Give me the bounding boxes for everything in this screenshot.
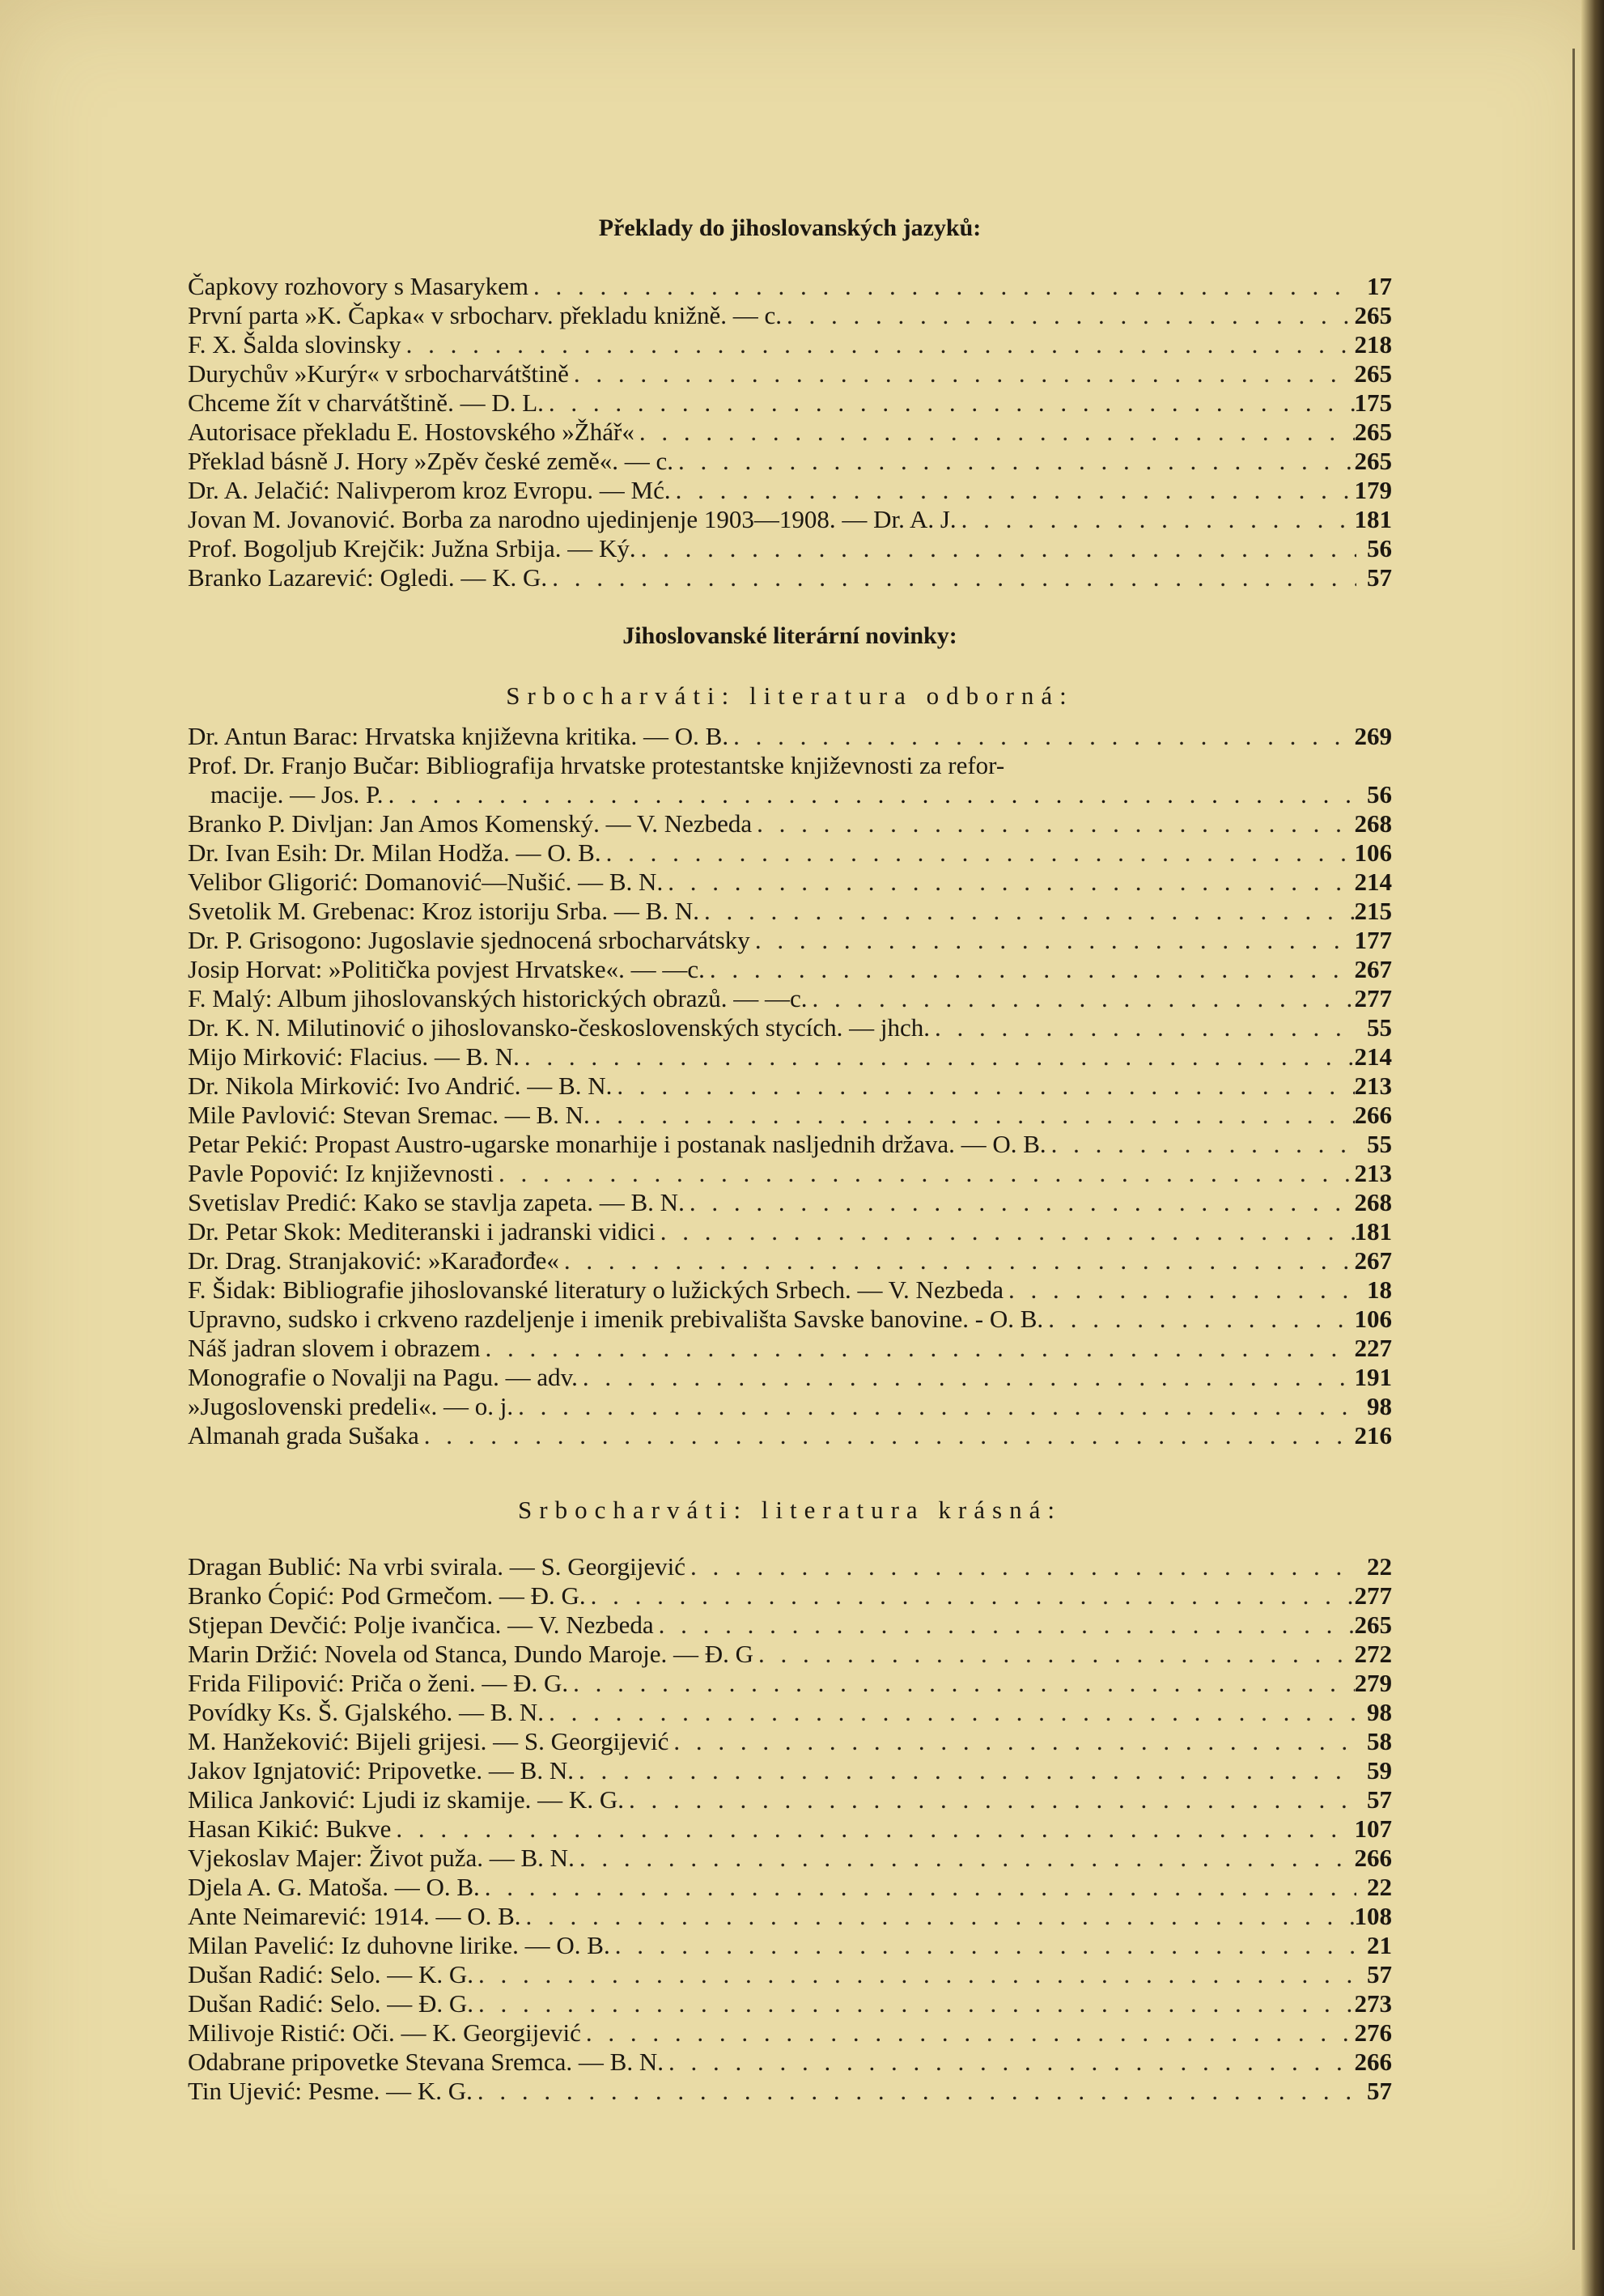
entry-title: Jakov Ignjatović: Pripovetke. — B. N. [188, 1756, 574, 1785]
subheading-professional-literature: Srbocharváti: literatura odborná: [506, 681, 1074, 710]
entry-page-number: 216 [1354, 1421, 1392, 1449]
entry-page-number: 265 [1354, 359, 1392, 388]
leader-dots [705, 955, 1355, 984]
leader-dots [685, 1552, 1356, 1581]
entry-page-number: 107 [1354, 1814, 1392, 1843]
index-entry [188, 1217, 1392, 1246]
entry-page-number: 55 [1367, 1130, 1392, 1158]
entry-page-number: 269 [1354, 722, 1392, 750]
entry-page-number: 265 [1354, 447, 1392, 475]
entry-title: Branko Ćopić: Pod Grmečom. — Đ. G. [188, 1581, 586, 1610]
index-entry [188, 984, 1392, 1013]
index-entry [188, 1392, 1392, 1421]
entry-page-number: 272 [1354, 1640, 1392, 1668]
leader-dots [782, 301, 1354, 330]
entry-title: Svetolik M. Grebenac: Kroz istoriju Srba. — B. N. [188, 897, 699, 925]
section-heading-news: Jihoslovanské literární novinky: [622, 622, 957, 649]
leader-dots [473, 2077, 1356, 2106]
entry-page-number: 106 [1354, 1305, 1392, 1333]
index-entry [188, 1669, 1392, 1698]
index-entry [188, 534, 1392, 563]
entry-page-number: 227 [1354, 1334, 1392, 1362]
entry-title: Ante Neimarević: 1914. — O. B. [188, 1902, 521, 1930]
entry-page-number: 277 [1354, 1581, 1392, 1610]
leader-dots [480, 1873, 1356, 1902]
entry-title: Jovan M. Jovanović. Borba za narodno ujedinjenje 1903—1908. — Dr. A. J. [188, 505, 957, 533]
leader-dots [586, 1581, 1355, 1611]
entry-page-number: 56 [1367, 780, 1392, 808]
entry-page-number: 22 [1367, 1873, 1392, 1901]
leader-dots [612, 1072, 1354, 1101]
leader-dots [581, 2018, 1355, 2048]
leader-dots [575, 1844, 1355, 1873]
index-entry [188, 476, 1392, 505]
leader-dots [513, 1392, 1356, 1421]
index-content [188, 212, 1392, 2106]
index-entry [188, 809, 1392, 838]
index-entry [188, 1989, 1392, 2018]
index-entry [188, 1756, 1392, 1785]
index-entry [188, 2018, 1392, 2048]
leader-dots [578, 1363, 1355, 1392]
leader-dots [1046, 1130, 1356, 1159]
entry-title: Dr. P. Grisogono: Jugoslavie sjednocená srbocharvátsky [188, 926, 750, 954]
index-entry [188, 1727, 1392, 1756]
entry-page-number: 56 [1367, 534, 1392, 562]
index-entry [188, 1421, 1392, 1450]
entry-page-number: 265 [1354, 418, 1392, 446]
leader-dots [520, 1042, 1355, 1072]
entry-page-number: 175 [1354, 388, 1392, 417]
leader-dots [481, 1334, 1355, 1363]
entry-title: Čapkovy rozhovory s Masarykem [188, 272, 528, 300]
index-entry [188, 1275, 1392, 1305]
leader-dots [544, 1698, 1356, 1727]
leader-dots [685, 1188, 1355, 1217]
entry-title: Chceme žít v charvátštině. — D. L. [188, 388, 544, 417]
entry-title: Svetislav Predić: Kako se stavlja zapeta. — B. N. [188, 1188, 685, 1216]
leader-dots [568, 1669, 1354, 1698]
entry-page-number: 98 [1367, 1698, 1392, 1726]
entry-title: Milica Janković: Ljudi iz skamije. — K. G. [188, 1785, 624, 1814]
leader-dots [634, 418, 1355, 447]
binding-edge [1581, 0, 1604, 2296]
index-entry [188, 2077, 1392, 2106]
index-entry [188, 1013, 1392, 1042]
entry-page-number: 279 [1354, 1669, 1392, 1697]
entry-title: Milan Pavelić: Iz duhovne lirike. — O. B. [188, 1931, 610, 1959]
entry-page-number: 266 [1354, 1844, 1392, 1872]
leader-dots [1043, 1305, 1354, 1334]
entry-title: Djela A. G. Matoša. — O. B. [188, 1873, 480, 1901]
index-entry [188, 447, 1392, 476]
entry-title: Dušan Radić: Selo. — K. G. [188, 1960, 474, 1988]
entry-title: Autorisace překladu E. Hostovského »Žhář« [188, 418, 634, 446]
leader-dots [750, 926, 1355, 955]
entry-title: Dušan Radić: Selo. — Đ. G. [188, 1989, 474, 2018]
leader-dots [656, 1217, 1355, 1246]
entry-title: Dr. Petar Skok: Mediteranski i jadranski vidici [188, 1217, 656, 1246]
index-entry [188, 563, 1392, 592]
entry-title: Dr. Ivan Esih: Dr. Milan Hodža. — O. B. [188, 838, 601, 867]
leader-dots [752, 809, 1354, 838]
subheading-fiction-literature: Srbocharváti: literatura krásná: [518, 1496, 1062, 1524]
leader-dots [699, 897, 1355, 926]
entry-page-number: 181 [1354, 1217, 1392, 1246]
index-entry [188, 359, 1392, 388]
index-entry [188, 1960, 1392, 1989]
entry-title-line1: Prof. Dr. Franjo Bučar: Bibliografija hrvatske protestantske književnosti za refor- [188, 751, 1005, 779]
index-entry [188, 505, 1392, 534]
entry-page-number: 213 [1354, 1159, 1392, 1187]
leader-dots [569, 359, 1355, 388]
leader-dots [808, 984, 1355, 1013]
entry-page-number: 57 [1367, 2077, 1392, 2105]
entry-title: Mile Pavlović: Stevan Sremac. — B. N. [188, 1101, 590, 1129]
entry-page-number: 181 [1354, 505, 1392, 533]
index-entry [188, 838, 1392, 868]
leader-dots [590, 1101, 1355, 1130]
entry-title: Dragan Bublić: Na vrbi svirala. — S. Georgijević [188, 1552, 685, 1581]
entry-title: Upravno, sudsko i crkveno razdeljenje i imenik prebivališta Savske banovine. - O. B. [188, 1305, 1044, 1333]
leader-dots [663, 868, 1354, 897]
leader-dots [401, 330, 1355, 359]
index-entry [188, 1072, 1392, 1101]
entry-title: M. Hanžeković: Bijeli grijesi. — S. Georgijević [188, 1727, 669, 1755]
entry-page-number: 213 [1354, 1072, 1392, 1100]
leader-dots [391, 1814, 1354, 1844]
translations-list [188, 272, 1392, 592]
leader-dots [574, 1756, 1356, 1785]
entry-page-number: 214 [1354, 868, 1392, 896]
entry-page-number: 57 [1367, 1785, 1392, 1814]
leader-dots [668, 1727, 1356, 1756]
index-entry [188, 1902, 1392, 1931]
entry-page-number: 265 [1354, 1611, 1392, 1639]
index-entry-wrapped [188, 751, 1392, 809]
binding-edge-line [1572, 49, 1575, 2250]
entry-title: Vjekoslav Majer: Život puža. — B. N. [188, 1844, 575, 1872]
professional-literature-list-a [188, 722, 1392, 751]
leader-dots [547, 563, 1356, 592]
entry-title: Prof. Bogoljub Krejčik: Južna Srbija. — Ký. [188, 534, 636, 562]
leader-dots [473, 1989, 1354, 2018]
index-entry [188, 926, 1392, 955]
entry-title: Durychův »Kurýr« v srbocharvátštině [188, 359, 569, 388]
entry-page-number: 214 [1354, 1042, 1392, 1071]
index-entry [188, 1246, 1392, 1275]
leader-dots [610, 1931, 1356, 1960]
leader-dots [671, 476, 1355, 505]
index-entry [188, 897, 1392, 926]
entry-page-number: 57 [1367, 563, 1392, 592]
leader-dots [473, 1960, 1356, 1989]
entry-page-number: 17 [1367, 272, 1392, 300]
entry-page-number: 215 [1354, 897, 1392, 925]
index-entry [188, 1305, 1392, 1334]
entry-title: Stjepan Devčić: Polje ivančica. — V. Nezbeda [188, 1611, 654, 1639]
entry-title: Velibor Gligorić: Domanović—Nušić. — B. N. [188, 868, 664, 896]
entry-title: Dr. Drag. Stranjaković: »Karađorđe« [188, 1246, 559, 1275]
index-entry [188, 1552, 1392, 1581]
leader-dots [753, 1640, 1354, 1669]
entry-title: Náš jadran slovem i obrazem [188, 1334, 481, 1362]
index-entry [188, 1873, 1392, 1902]
leader-dots [728, 722, 1354, 751]
entry-page-number: 98 [1367, 1392, 1392, 1420]
entry-page-number: 191 [1354, 1363, 1392, 1391]
entry-page-number: 268 [1354, 1188, 1392, 1216]
entry-page-number: 108 [1354, 1902, 1392, 1930]
entry-title: Petar Pekić: Propast Austro-ugarske monarhije i postanak nasljednih država. — O. B. [188, 1130, 1046, 1158]
entry-page-number: 22 [1367, 1552, 1392, 1581]
index-entry [188, 272, 1392, 301]
leader-dots [1004, 1275, 1356, 1305]
entry-title: Odabrane pripovetke Stevana Sremca. — B. N. [188, 2048, 664, 2076]
entry-title: »Jugoslovenski predeli«. — o. j. [188, 1392, 514, 1420]
index-entry [188, 868, 1392, 897]
entry-page-number: 267 [1354, 955, 1392, 983]
entry-page-number: 18 [1367, 1275, 1392, 1304]
entry-page-number: 218 [1354, 330, 1392, 359]
leader-dots [664, 2048, 1355, 2077]
entry-title: Tin Ujević: Pesme. — K. G. [188, 2077, 473, 2105]
index-entry [188, 1130, 1392, 1159]
entry-page-number: 265 [1354, 301, 1392, 329]
index-entry [188, 722, 1392, 751]
index-entry [188, 1363, 1392, 1392]
entry-page-number: 177 [1354, 926, 1392, 954]
entry-title: První parta »K. Čapka« v srbocharv. překladu knižně. — c. [188, 301, 783, 329]
entry-page-number: 267 [1354, 1246, 1392, 1275]
leader-dots [673, 447, 1355, 476]
index-entry [188, 1101, 1392, 1130]
entry-title-line2: macije. — Jos. P. [210, 780, 384, 808]
entry-title: Monografie o Novalji na Pagu. — adv. [188, 1363, 578, 1391]
entry-page-number: 57 [1367, 1960, 1392, 1988]
entry-page-number: 266 [1354, 2048, 1392, 2076]
entry-title: F. Malý: Album jihoslovanských historických obrazů. — —c. [188, 984, 808, 1012]
entry-page-number: 276 [1354, 2018, 1392, 2047]
entry-title: F. X. Šalda slovinsky [188, 330, 401, 359]
section-heading-translations: Překlady do jihoslovanských jazyků: [598, 214, 982, 241]
leader-dots [957, 505, 1355, 534]
entry-title: Hasan Kikić: Bukve [188, 1814, 392, 1843]
index-entry [188, 388, 1392, 418]
entry-page-number: 59 [1367, 1756, 1392, 1785]
entry-title: Branko P. Divljan: Jan Amos Komenský. — V. Nezbeda [188, 809, 753, 838]
leader-dots [419, 1421, 1355, 1450]
index-entry [188, 301, 1392, 330]
entry-title: Překlad básně J. Hory »Zpěv české země«. — c. [188, 447, 673, 475]
leader-dots [544, 388, 1355, 418]
leader-dots [654, 1611, 1355, 1640]
leader-dots [930, 1013, 1356, 1042]
index-entry [188, 1188, 1392, 1217]
entry-title: Dr. A. Jelačić: Nalivperom kroz Evropu. — Mć. [188, 476, 671, 504]
entry-title: Dr. Antun Barac: Hrvatska književna kritika. — O. B. [188, 722, 729, 750]
entry-page-number: 179 [1354, 476, 1392, 504]
index-entry [188, 1611, 1392, 1640]
entry-title: Pavle Popović: Iz književnosti [188, 1159, 494, 1187]
entry-title: Mijo Mirković: Flacius. — B. N. [188, 1042, 520, 1071]
leader-dots [521, 1902, 1355, 1931]
leader-dots [528, 272, 1356, 301]
index-entry [188, 1785, 1392, 1814]
index-entry [188, 1844, 1392, 1873]
entry-title: Frida Filipović: Priča o ženi. — Đ. G. [188, 1669, 569, 1697]
entry-page-number: 268 [1354, 809, 1392, 838]
entry-title: Almanah grada Sušaka [188, 1421, 419, 1449]
leader-dots [636, 534, 1356, 563]
entry-page-number: 266 [1354, 1101, 1392, 1129]
entry-page-number: 21 [1367, 1931, 1392, 1959]
entry-page-number: 277 [1354, 984, 1392, 1012]
index-entry [188, 955, 1392, 984]
leader-dots [624, 1785, 1356, 1814]
index-entry [188, 1042, 1392, 1072]
entry-page-number: 55 [1367, 1013, 1392, 1042]
index-entry [188, 1334, 1392, 1363]
entry-page-number: 106 [1354, 838, 1392, 867]
professional-literature-list-b [188, 809, 1392, 1450]
entry-page-number: 58 [1367, 1727, 1392, 1755]
leader-dots [559, 1246, 1355, 1275]
entry-page-number: 273 [1354, 1989, 1392, 2018]
index-entry [188, 1931, 1392, 1960]
index-entry [188, 1581, 1392, 1611]
leader-dots [384, 780, 1356, 809]
entry-title: Marin Držić: Novela od Stanca, Dundo Maroje. — Đ. G [188, 1640, 754, 1668]
leader-dots [494, 1159, 1355, 1188]
index-entry [188, 330, 1392, 359]
entry-title: Dr. Nikola Mirković: Ivo Andrić. — B. N. [188, 1072, 613, 1100]
index-entry [188, 418, 1392, 447]
index-entry [188, 1159, 1392, 1188]
index-entry [188, 1814, 1392, 1844]
entry-title: Dr. K. N. Milutinović o jihoslovansko-československých stycích. — jhch. [188, 1013, 930, 1042]
entry-title: Josip Horvat: »Politička povjest Hrvatske«. — —c. [188, 955, 705, 983]
index-entry [188, 2048, 1392, 2077]
index-entry [188, 1640, 1392, 1669]
entry-title: Milivoje Ristić: Oči. — K. Georgijević [188, 2018, 581, 2047]
entry-title: Branko Lazarević: Ogledi. — K. G. [188, 563, 548, 592]
leader-dots [601, 838, 1355, 868]
index-entry [188, 1698, 1392, 1727]
fiction-literature-list [188, 1552, 1392, 2106]
entry-title: F. Šidak: Bibliografie jihoslovanské literatury o lužických Srbech. — V. Nezbeda [188, 1275, 1004, 1304]
entry-title: Povídky Ks. Š. Gjalského. — B. N. [188, 1698, 545, 1726]
